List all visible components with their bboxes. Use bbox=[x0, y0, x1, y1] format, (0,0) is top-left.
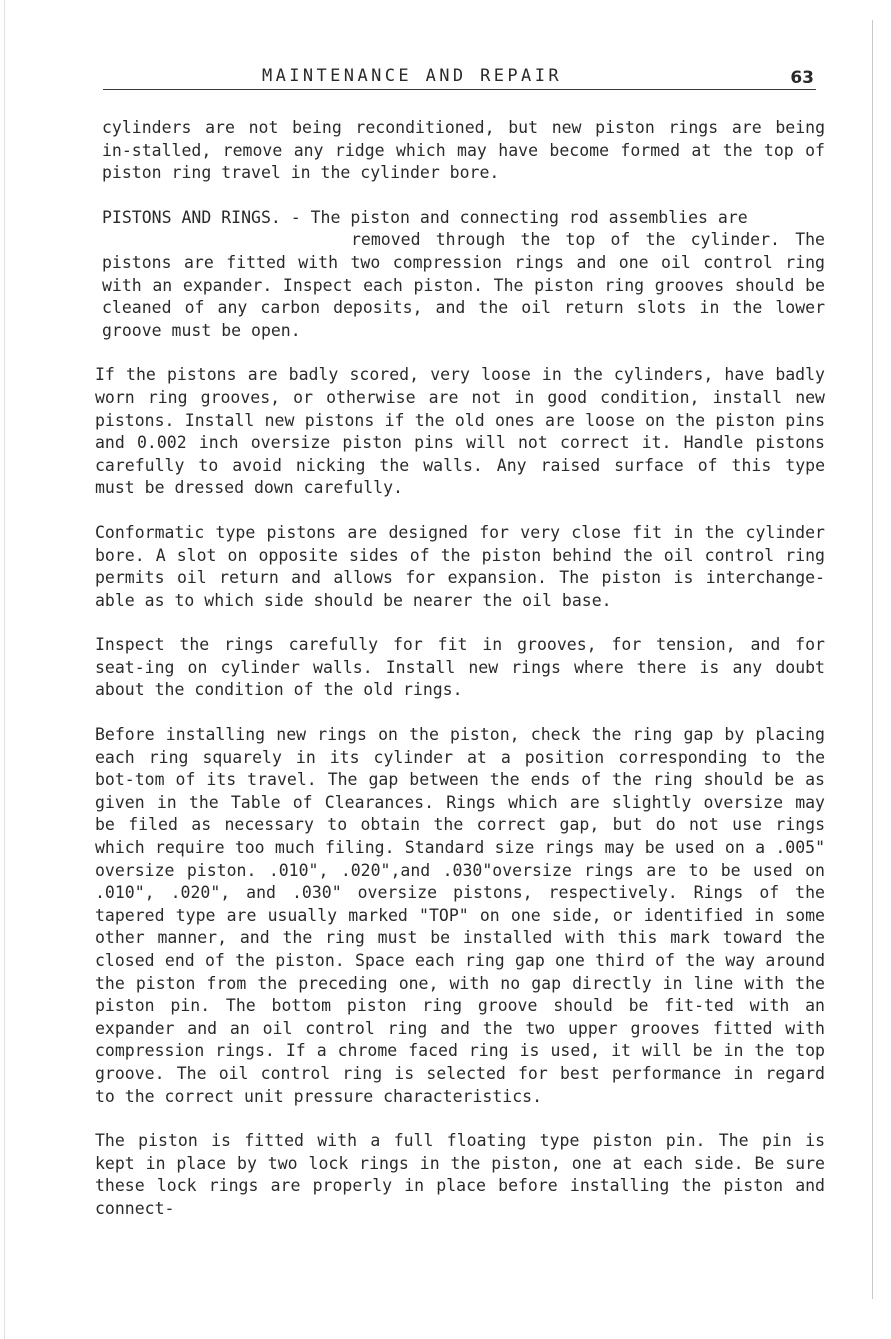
running-header bbox=[103, 66, 816, 94]
paragraph-line: removed through the top of the cylinder. The bbox=[351, 230, 825, 250]
header-title: MAINTENANCE AND REPAIR bbox=[262, 66, 562, 86]
paragraph-inspect-rings: Inspect the rings carefully for fit in grooves, for tension, and for seat-ing on cylinder walls. Install new rings where there is any doubt about the condition of the old rings. bbox=[95, 635, 825, 700]
header-rule bbox=[103, 89, 816, 90]
paragraph-badly-scored: If the pistons are badly scored, very loose in the cylinders, have badly worn ring grooves, or otherwise are not in good condition, install new pistons. Install new pistons if the old ones are loose on the piston pins and 0.002 inch oversize piston pins will not correct it. Handle pistons carefully to avoid nicking the walls. Any raised surface of this type must be dressed down carefully. bbox=[95, 365, 825, 498]
paragraph-piston-pin: The piston is fitted with a full floating type piston pin. The pin is kept in place by two lock rings in the piston, one at each side. Be sure these lock rings are properly in place before installing the piston and connect- bbox=[95, 1131, 825, 1218]
paragraph-text: pistons are fitted with two compression rings and one oil control ring with an expander. Inspect each piston. The piston ring grooves should be cleaned of any carbon deposits, and the oil return slots in the lower groove must be open. bbox=[102, 252, 825, 340]
paragraph-ring-gap: Before installing new rings on the piston, check the ring gap by placing each ring squarely in its cylinder at a position corresponding to the bot-tom of its travel. The gap between the ends of the ring should be as given in the Table of Clearances. Rings which are slightly oversize may be filed as necessary to obtain the correct gap, but do not use rings which require too much filing. Standard size rings may be used on a .005" oversize piston. .010", .020",and .030"oversize rings are to be used on .010", .020", and .030" oversize pistons, respectively. Rings of the tapered type are usually marked "TOP" on one side, or identified in some other manner, and the ring must be installed with this mark toward the closed end of the piston. Space each ring gap one third of the way around the piston from the preceding one, with no gap directly in line with the piston pin. The bottom piston ring groove should be fit-ted with an expander and an oil control ring and the two upper grooves fitted with compression rings. If a chrome faced ring is used, it will be in the top groove. The oil control ring is selected for best performance in regard to the correct unit pressure characteristics. bbox=[95, 725, 825, 1106]
paragraph-ridge-removal: cylinders are not being reconditioned, but new piston rings are being in-stalled, remove any ridge which may have become formed at the top of piston ring travel in the cylinder bore. bbox=[102, 118, 825, 183]
paragraph-conformatic: Conformatic type pistons are designed for very close fit in the cylinder bore. A slot on opposite sides of the piston behind the oil control ring permits oil return and allows for expansion. The piston is interchange-able as to which side should be nearer the oil base. bbox=[95, 522, 825, 610]
section-heading-pistons-and-rings: PISTONS AND RINGS. - bbox=[102, 207, 311, 227]
paragraph-pistons-and-rings bbox=[95, 207, 825, 343]
body-text bbox=[95, 117, 825, 1243]
page-left-edge bbox=[4, 0, 5, 1339]
page-number: 63 bbox=[786, 68, 814, 88]
paragraph-line: The piston and connecting rod assemblies are bbox=[310, 207, 748, 227]
page-right-edge bbox=[872, 20, 873, 1299]
